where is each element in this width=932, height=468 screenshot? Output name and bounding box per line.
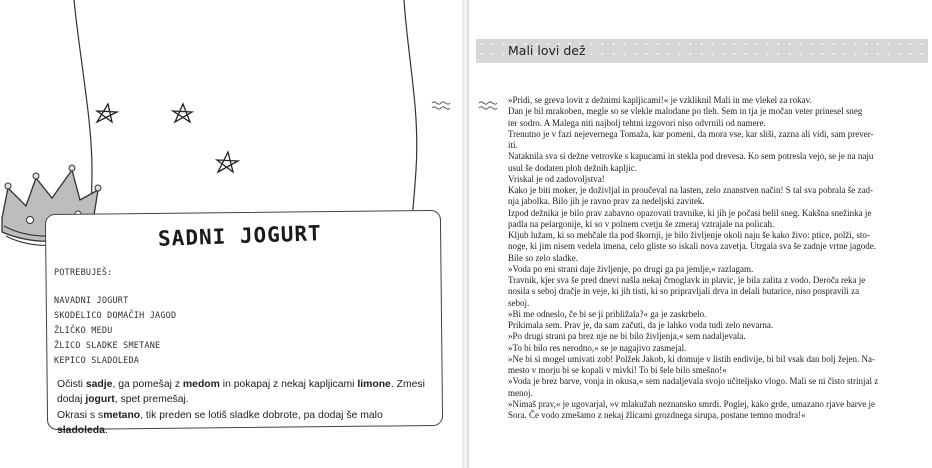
recipe-title: SADNI JOGURT bbox=[157, 221, 323, 251]
text-line: ter sodro. A Malega niti najbolj tehtni izgovori niso odvrnili od namere. bbox=[508, 117, 766, 128]
instruction-paragraph: Okrasi s smetano, tik preden se lotiš sladke dobrote, pa dodaj še malo sladoleda. bbox=[57, 409, 383, 437]
text-line: iti. bbox=[508, 140, 518, 150]
text-line: »To bi bilo res nerodno,« se je nagajivo zasmejal. bbox=[508, 342, 687, 353]
text-line: Kako je biti moker, je doživljal in proučeval na lasten, zelo znanstven način! S tal sva pobrala še zad- bbox=[508, 185, 874, 195]
text-line: »Voda je brez barve, vonja in okusa,« sem nadaljevala svojo učiteljsko vlogo. Mali se ni čisto strinjal z bbox=[508, 376, 879, 387]
needs-label: POTREBUJEŠ: bbox=[54, 268, 113, 278]
ingredient-item: ŽLIČKO MEDU bbox=[54, 326, 113, 336]
text-line: Trenutno je v fazi nejevernega Tomaža, kar pomeni, da mora vse, kar sliši, zazna ali vidi, sam prever- bbox=[508, 128, 874, 139]
text-line: »Po drugi strani pa brez nje ne bi bilo življenja,« sem nadaljevala. bbox=[508, 331, 746, 342]
star-icon bbox=[217, 152, 238, 172]
scribble-icon bbox=[479, 102, 497, 109]
text-line: »Nimaš prav,« je ugovarjal, »v mlakužah neznansko smrdi. Poglej, kako grde, umazano rjave barve je bbox=[508, 398, 876, 409]
ingredient-item: NAVADNI JOGURT bbox=[54, 296, 129, 306]
text-line: »Pridi, se greva lovit z dežnimi kapljicami!« je vzkliknil Mali in me vlekel za rokav. bbox=[508, 95, 812, 105]
text-line: Bile so zelo sladke. bbox=[508, 252, 578, 263]
text-line: »Voda po eni strani daje življenje, po drugi ga pa jemlje,« razlagam. bbox=[508, 263, 754, 274]
text-line: Izpod dežnika je bilo prav zabavno opazovati travnike, ki jih je počasi belil sneg. Kakšna snežinka je bbox=[508, 207, 872, 218]
text-line: nosila s seboj dračje in veje, ki jih tisti, ki so pripravljali drva in delali butarice, niso pospravili za bbox=[508, 286, 860, 297]
text-line: Kljub lužam, ki so mehčale tla pod škornji, je bilo življenje okoli naju še kako živo: ptice, polži, sto- bbox=[508, 230, 870, 240]
star-icon bbox=[97, 104, 117, 122]
text-line: nja jabolka. Bilo jih je ravno prav za nedeljski zavitek. bbox=[508, 196, 705, 207]
text-line: »Ne bi si mogel umivati zob! Polžek Jakob, ki domuje v listih endivije, bi bil vsak dan bolj žejen. Na- bbox=[508, 353, 875, 364]
scribble-icon bbox=[432, 102, 450, 109]
text-line: »Bi me odneslo, če bi se ji približala?« ga je zaskrbelo. bbox=[508, 308, 707, 319]
text-line: Travnik, kjer sva še pred dnevi našla nekaj črnoglavk in plavic, je bila zalita z vodo. Deroča reka je bbox=[508, 275, 866, 285]
star-icon bbox=[173, 104, 192, 122]
text-line: menoj. bbox=[508, 387, 533, 398]
chapter-title: Mali lovi dež bbox=[508, 43, 586, 58]
ingredient-item: ŽLICO SLADKE SMETANE bbox=[54, 341, 161, 351]
text-line: Vriskal je od zadovoljstva! bbox=[508, 173, 605, 184]
text-line: mesto v morju bi se kopali v mivki! To bi šele bilo smešno!« bbox=[508, 365, 727, 375]
ingredient-item: KEPICO SLADOLEDA bbox=[54, 356, 140, 366]
hanging-string-right bbox=[404, 0, 417, 234]
text-line: Prikimala sem. Prav je, da sam začuti, da je lahko voda tudi zelo nevarna. bbox=[508, 320, 774, 330]
recipe-instructions bbox=[57, 377, 431, 439]
text-line: Sora. Če vodo zmešamo z nekaj žlicami grozdnega sirupa, postane temno modra!« bbox=[508, 410, 806, 420]
text-line: noge, ki jim nisem vedela imena, celo gliste so iskali nova zavetja. Utrgala sva še zadnje vrtne jagode. bbox=[508, 241, 876, 252]
text-line: usul še dodaten ploh dežnih kapljic. bbox=[508, 162, 637, 173]
text-line: padla na pelargonije, ki so v polnem cvetju še zmeraj vztrajale na policah. bbox=[508, 218, 775, 229]
text-line: seboj. bbox=[508, 297, 530, 308]
text-line: Dan je bil mrakoben, megle so se vlekle malodane po tleh. Sem in tja je močan veter prinesel sneg bbox=[508, 106, 863, 117]
instruction-paragraph: Očisti sadje, ga pomešaj z medom in pokapaj z nekaj kapljicami limone. Zmesi dodaj jogurt, spet premešaj. bbox=[57, 379, 425, 406]
ingredient-item: SKODELICO DOMAČIH JAGOD bbox=[54, 311, 177, 321]
story-text bbox=[508, 95, 912, 421]
text-line: Nataknila sva si dežne vetrovke s kapucami in stekla pod drevesa. Ko sem potresla vejo, se je na naju bbox=[508, 151, 874, 162]
